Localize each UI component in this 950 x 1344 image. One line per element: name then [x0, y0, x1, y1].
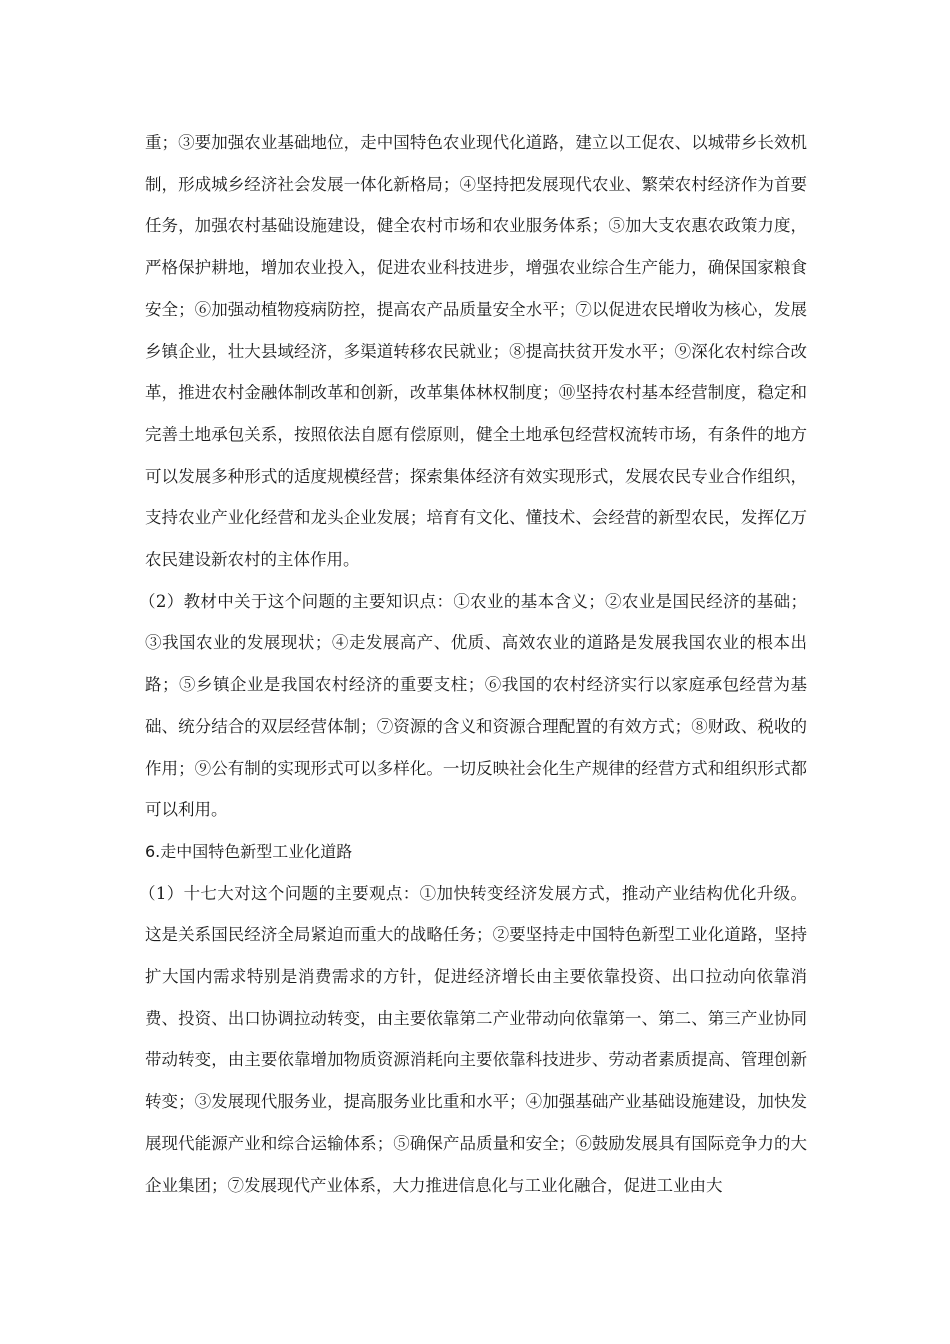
section-heading-industrialization: 6.走中国特色新型工业化道路: [145, 841, 353, 861]
document-body: [139, 122, 807, 1206]
paragraph-agriculture-policies: 重；③要加强农业基础地位，走中国特色农业现代化道路，建立以工促农、以城带乡长效机制，形成城乡经济社会发展一体化新格局；④坚持把发展现代农业、繁荣农村经济作为首要任务，加强农村基础设施建设，健全农村市场和农业服务体系；⑤加大支农惠农政策力度，严格保护耕地，增加农业投入，促进农业科技进步，增强农业综合生产能力，确保国家粮食安全；⑥加强动植物疫病防控，提高农产品质量安全水平；⑦以促进农民增收为核心，发展乡镇企业，壮大县域经济，多渠道转移农民就业；⑧提高扶贫开发水平；⑨深化农村综合改革，推进农村金融体制改革和创新，改革集体林权制度；⑩坚持农村基本经营制度，稳定和完善土地承包关系，按照依法自愿有偿原则，健全土地承包经营权流转市场，有条件的地方可以发展多种形式的适度规模经营；探索集体经济有效实现形式，发展农民专业合作组织，支持农业产业化经营和龙头企业发展；培育有文化、懂技术、会经营的新型农民，发挥亿万农民建设新农村的主体作用。: [145, 133, 807, 570]
paragraph-textbook-knowledge-points: （2）教材中关于这个问题的主要知识点：①农业的基本含义；②农业是国民经济的基础；③我国农业的发展现状；④走发展高产、优质、高效农业的道路是发展我国农业的根本出路；⑤乡镇企业是我国农村经济的重要支柱；⑥我国的农村经济实行以家庭承包经营为基础、统分结合的双层经营体制；⑦资源的含义和资源合理配置的有效方式；⑧财政、税收的作用；⑨公有制的实现形式可以多样化。一切反映社会化生产规律的经营方式和组织形式都可以利用。: [139, 591, 807, 820]
paragraph-seventeenth-congress-views: （1）十七大对这个问题的主要观点：①加快转变经济发展方式，推动产业结构优化升级。这是关系国民经济全局紧迫而重大的战略任务；②要坚持走中国特色新型工业化道路，坚持扩大国内需求特别是消费需求的方针，促进经济增长由主要依靠投资、出口拉动向依靠消费、投资、出口协调拉动转变，由主要依靠第二产业带动向依靠第一、第二、第三产业协同带动转变，由主要依靠增加物质资源消耗向主要依靠科技进步、劳动者素质提高、管理创新转变；③发展现代服务业，提高服务业比重和水平；④加强基础产业基础设施建设，加快发展现代能源产业和综合运输体系；⑤确保产品质量和安全；⑥鼓励发展具有国际竞争力的大企业集团；⑦发展现代产业体系，大力推进信息化与工业化融合，促进工业由大: [139, 883, 807, 1195]
